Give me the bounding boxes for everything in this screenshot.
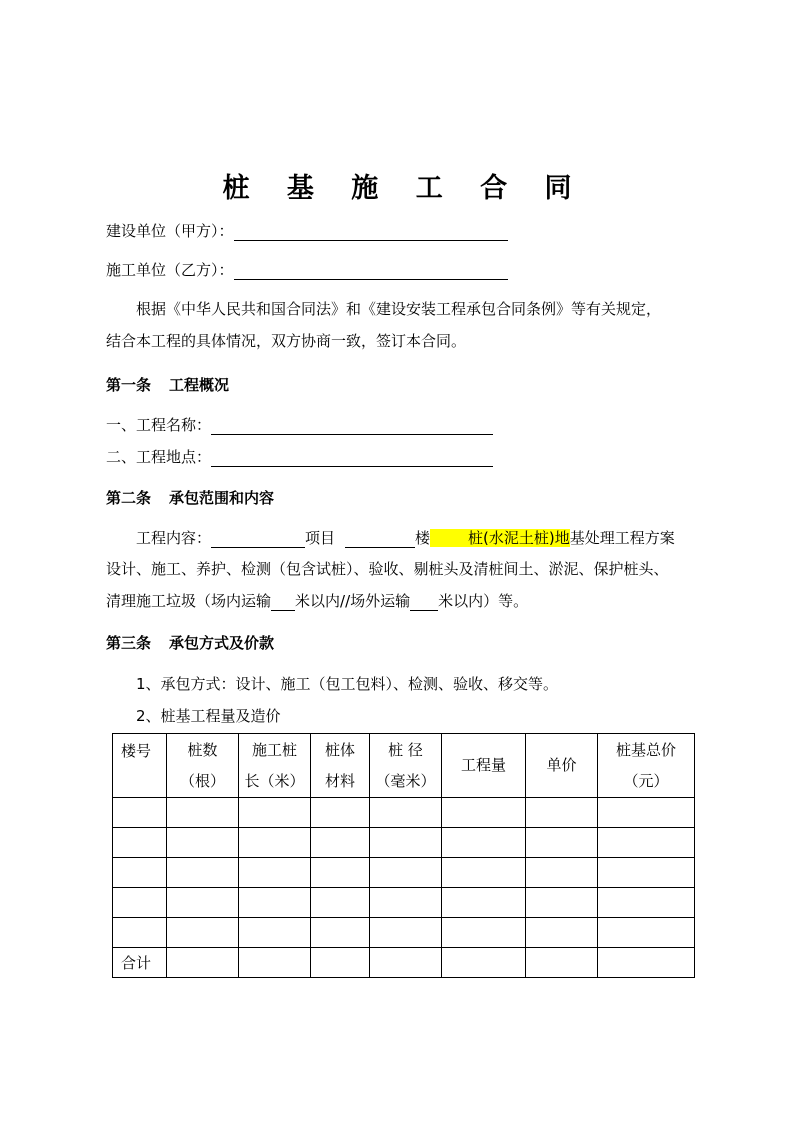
header-pile-count: 桩数 （根） [167, 734, 239, 798]
quantity-heading: 2、桩基工程量及造价 [136, 707, 281, 725]
article-1-heading [106, 374, 229, 395]
party-b-label: 施工单位（乙方）： [106, 261, 234, 279]
intro-line-1: 根据《中华人民共和国合同法》和《建设安装工程承包合同条例》等有关规定， [136, 300, 662, 318]
scope-line-3-c: 米以内）等。 [438, 592, 529, 610]
article-1-title: 工程概况 [169, 376, 230, 394]
article-2-title: 承包范围和内容 [169, 489, 275, 507]
header-building-no: 楼号 [113, 734, 167, 798]
project-name-row [106, 414, 493, 435]
article-2-number: 第二条 [106, 489, 152, 507]
header-unit-price: 单价 [526, 734, 598, 798]
pile-type-highlight: 桩(水泥土桩)地 [468, 529, 570, 547]
scope-project-label: 项目 [305, 529, 336, 547]
article-3-number: 第三条 [106, 634, 152, 652]
header-quantity: 工程量 [442, 734, 526, 798]
scope-line-2: 设计、施工、养护、检测（包含试桩）、验收、剔桩头及清桩间土、淤泥、保护桩头、 [106, 560, 669, 578]
table-row [113, 858, 695, 888]
header-pile-material: 桩体 材料 [311, 734, 370, 798]
scope-line-3 [106, 590, 528, 611]
contract-method: 1、承包方式：设计、施工（包工包料）、检测、验收、移交等。 [136, 675, 559, 693]
header-pile-length: 施工桩 长（米） [239, 734, 311, 798]
scope-line-3-a: 清理施工垃圾（场内运输 [106, 592, 272, 610]
party-b-row [106, 259, 508, 280]
offsite-distance-blank[interactable] [410, 595, 438, 611]
header-total-price: 桩基总价 （元） [598, 734, 695, 798]
project-location-label: 二、工程地点： [106, 448, 212, 466]
header-pile-diameter: 桩 径 （毫米） [370, 734, 442, 798]
scope-suffix: 基处理工程方案 [569, 529, 675, 547]
table-header-row [113, 734, 695, 798]
table-row [113, 888, 695, 918]
project-blank[interactable] [211, 532, 305, 548]
project-location-row [106, 446, 493, 467]
party-b-field[interactable] [234, 263, 508, 280]
party-a-field[interactable] [234, 224, 508, 241]
table-total-row [113, 948, 695, 978]
document-title: 桩 基 施 工 合 同 [222, 173, 586, 204]
scope-building-label: 楼 [415, 529, 431, 547]
table-row [113, 828, 695, 858]
article-2-heading [106, 487, 274, 508]
total-label: 合计 [113, 948, 167, 978]
project-name-field[interactable] [211, 418, 493, 435]
article-1-number: 第一条 [106, 376, 152, 394]
party-a-row [106, 220, 508, 241]
building-blank[interactable] [345, 532, 415, 548]
article-3-heading [106, 632, 274, 653]
project-name-label: 一、工程名称： [106, 416, 212, 434]
onsite-distance-blank[interactable] [271, 595, 295, 611]
intro-line-2: 结合本工程的具体情况，双方协商一致，签订本合同。 [106, 332, 467, 350]
scope-line-3-b: 米以内//场外运输 [295, 592, 411, 610]
scope-prefix: 工程内容： [136, 529, 212, 547]
pile-quantity-table [112, 733, 695, 978]
project-location-field[interactable] [211, 450, 493, 467]
table-row [113, 798, 695, 828]
party-a-label: 建设单位（甲方）： [106, 222, 234, 240]
scope-line-1 [136, 527, 675, 548]
article-3-title: 承包方式及价款 [169, 634, 275, 652]
table-row [113, 918, 695, 948]
